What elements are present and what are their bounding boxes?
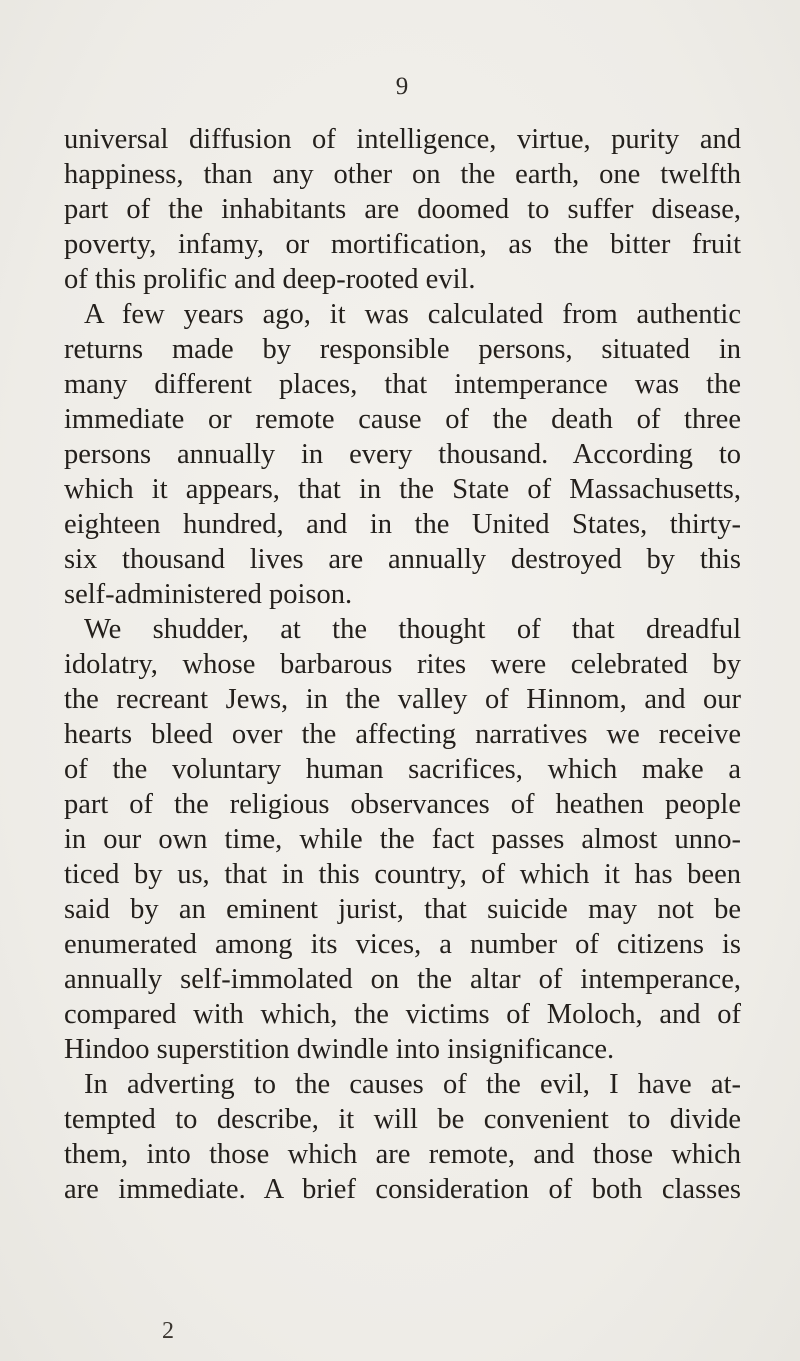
text-line: in our own time, while the fact passes almost unno- — [64, 824, 741, 855]
signature-mark: 2 — [162, 1318, 174, 1344]
text-line: many different places, that intemperance was the — [64, 369, 741, 400]
text-line: persons annually in every thousand. According to — [64, 439, 741, 470]
text-line: eighteen hundred, and in the United States, thirty- — [64, 509, 741, 540]
text-line: self-administered poison. — [64, 579, 353, 610]
text-line: said by an eminent jurist, that suicide may not be — [64, 894, 741, 925]
text-line: the recreant Jews, in the valley of Hinnom, and our — [64, 684, 741, 715]
text-line: idolatry, whose barbarous rites were celebrated by — [64, 649, 741, 680]
text-line: We shudder, at the thought of that dreadful — [84, 614, 741, 645]
text-line: ticed by us, that in this country, of which it has been — [64, 859, 741, 890]
text-line: returns made by responsible persons, situated in — [64, 334, 741, 365]
text-line: of the voluntary human sacrifices, which make a — [64, 754, 741, 785]
text-line: A few years ago, it was calculated from authentic — [84, 299, 741, 330]
page-number: 9 — [395, 73, 409, 100]
text-line: enumerated among its vices, a number of citizens is — [64, 929, 741, 960]
text-line: which it appears, that in the State of Massachusetts, — [64, 474, 741, 505]
text-line: compared with which, the victims of Moloch, and of — [64, 999, 741, 1030]
text-line: hearts bleed over the affecting narratives we receive — [64, 719, 741, 750]
text-line: annually self-immolated on the altar of intemperance, — [64, 964, 741, 995]
text-line: Hindoo superstition dwindle into insignificance. — [64, 1034, 615, 1065]
text-line: In adverting to the causes of the evil, I have at- — [84, 1069, 741, 1100]
text-line: part of the inhabitants are doomed to suffer disease, — [64, 194, 741, 225]
text-line: are immediate. A brief consideration of both classes — [64, 1174, 741, 1205]
text-line: poverty, infamy, or mortification, as the bitter fruit — [64, 229, 741, 260]
text-line: of this prolific and deep-rooted evil. — [64, 264, 476, 295]
text-line: six thousand lives are annually destroyed by this — [64, 544, 741, 575]
text-line: them, into those which are remote, and those which — [64, 1139, 741, 1170]
text-line: part of the religious observances of heathen people — [64, 789, 741, 820]
text-line: immediate or remote cause of the death of three — [64, 404, 741, 435]
text-line: tempted to describe, it will be convenient to divide — [64, 1104, 741, 1135]
text-line: happiness, than any other on the earth, one twelfth — [64, 159, 741, 190]
text-line: universal diffusion of intelligence, virtue, purity and — [64, 124, 741, 155]
